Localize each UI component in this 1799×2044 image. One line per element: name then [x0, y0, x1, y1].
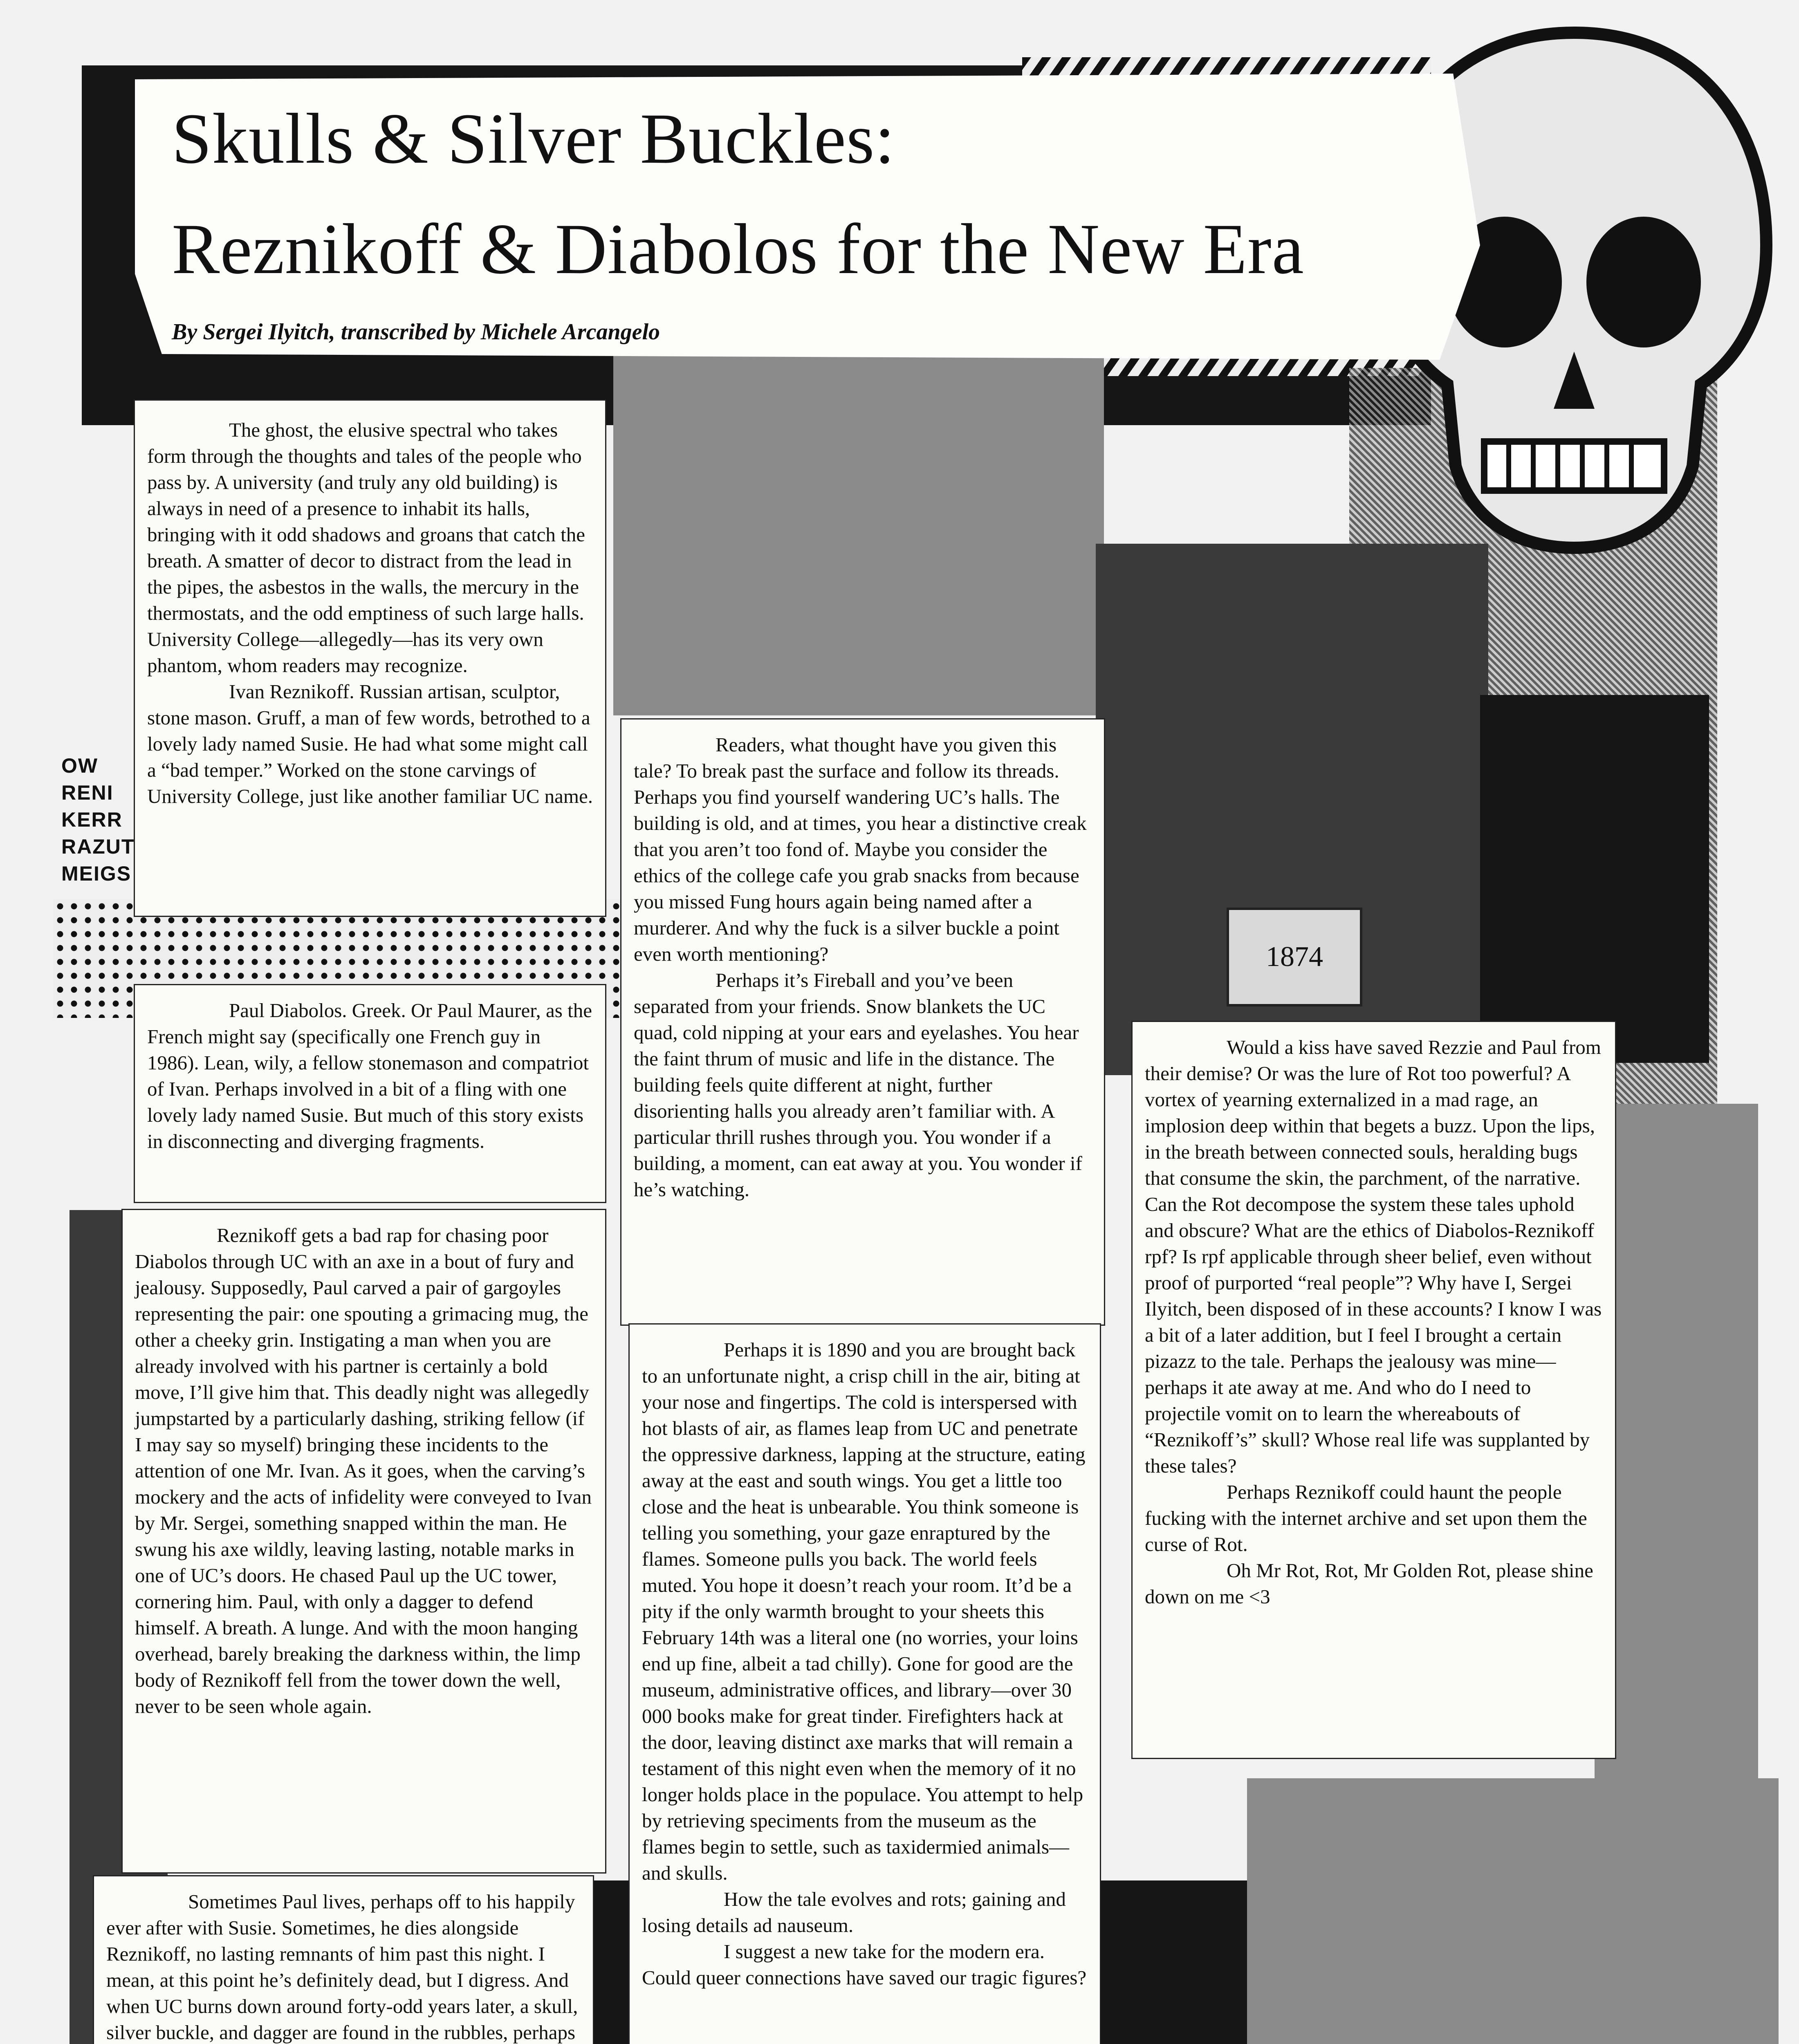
page-title-line-1: Skulls & Silver Buckles:: [172, 99, 895, 179]
paragraph: Oh Mr Rot, Rot, Mr Golden Rot, please shine down on me <3: [1145, 1559, 1593, 1608]
paragraph: Would a kiss have saved Rezzie and Paul from their demise? Or was the lure of Rot too powerful? A vortex of yearning externalized in a mad rage, an implosion deep within that begets a buzz. Upon the lips, in the breath between connected souls, heralding bugs that consume the skin, the parchment, of the narrative. Can the Rot decompose the system these tales uphold and obscure? What are the ethics of Diabolos-Reznikoff rpf? Is rpf applicable through sheer belief, even without proof of purported “real people”? Why have I, Sergei Ilyitch, been disposed of in these accounts? I know I was a bit of a later addition, but I feel I brought a certain pizazz to the tale. Perhaps the jealousy was mine—perhaps it ate away at me. And who do I need to projectile vomit on to learn the whereabouts of “Reznikoff’s” skull? Whose real life was supplanted by these tales?: [1145, 1036, 1602, 1477]
clipped-word: RENI: [61, 781, 114, 804]
text-column-2: [135, 985, 605, 1202]
clipped-word: KERR: [61, 808, 123, 831]
text-column-4: [94, 1876, 593, 2044]
paragraph: How the tale evolves and rots; gaining and losing details ad nauseum.: [642, 1888, 1066, 1936]
embracing-couple-photo: [1247, 1778, 1779, 2044]
text-column-1: [135, 401, 605, 916]
paragraph: Perhaps Reznikoff could haunt the people fucking with the internet archive and set upon them the curse of Rot.: [1145, 1481, 1587, 1555]
stone-relief-photo: [613, 327, 1104, 715]
text-column-6: [630, 1325, 1100, 2044]
paragraph: Paul Diabolos. Greek. Or Paul Maurer, as the French might say (specifically one French guy in 1986). Lean, wily, a fellow stonemason and compatriot of Ivan. Perhaps involved in a bit of a fling with one lovely lady named Susie. But much of this story exists in disconnecting and diverging fragments.: [147, 999, 592, 1152]
paragraph: The ghost, the elusive spectral who takes form through the thoughts and tales of the people who pass by. A university (and truly any old building) is always in need of a presence to inhabit its halls, bringing with it odd shadows and groans that catch the breath. A smatter of decor to distract from the lead in the pipes, the asbestos in the walls, the mercury in the thermostats, and the odd emptiness of such large halls. University College—allegedly—has its very own phantom, whom readers may recognize.: [147, 419, 585, 677]
paragraph: I suggest a new take for the modern era. Could queer connections have saved our tragic figures?: [642, 1940, 1087, 1989]
grey-texture: [1595, 1104, 1758, 1840]
text-column-5: [621, 719, 1104, 1325]
paragraph: Sometimes Paul lives, perhaps off to his happily ever after with Susie. Sometimes, he dies alongside Reznikoff, no lasting remnants of him past this night. I mean, at this point he’s definitely dead, but I digress. And when UC burns down around forty-odd years later, a skull, silver buckle, and dagger are found in the rubbles, perhaps: [106, 1890, 578, 2044]
text-column-3: [123, 1210, 605, 1872]
clipped-word: MEIGS: [61, 862, 132, 885]
clipped-word: OW: [61, 754, 99, 777]
paragraph: Ivan Reznikoff. Russian artisan, sculptor, stone mason. Gruff, a man of few words, betrothed to a lovely lady named Susie. He had what some might call a “bad temper.” Worked on the stone carvings of University College, just like another familiar UC name.: [147, 680, 593, 807]
clipped-word: RAZUT: [61, 835, 135, 858]
paragraph: Perhaps it’s Fireball and you’ve been separated from your friends. Snow blankets the UC quad, cold nipping at your ears and eyelashes. You hear the faint thrum of music and life in the distance. The building feels quite different at night, further disorienting halls you already aren’t familiar with. A particular thrill rushes through you. You wonder if a building, a moment, can eat away at you. You wonder if he’s watching.: [634, 969, 1082, 1201]
date-stone: [1227, 908, 1362, 1006]
clipped-words: [61, 752, 135, 887]
bronze-statue-photo: [1480, 695, 1709, 1063]
paragraph: Readers, what thought have you given this tale? To break past the surface and follow its threads. Perhaps you find yourself wandering UC’s halls. The building is old, and at times, you hear a distinctive creak that you aren’t too fond of. Maybe you consider the ethics of the college cafe you grab snacks from because you missed Fung hours again being named after a murderer. And why the fuck is a silver buckle a point even worth mentioning?: [634, 733, 1087, 965]
paragraph: Reznikoff gets a bad rap for chasing poor Diabolos through UC with an axe in a bout of fury and jealousy. Supposedly, Paul carved a pair of gargoyles representing the pair: one spouting a grimacing mug, the other a cheeky grin. Instigating a man when you are already involved with his partner is certainly a bold move, I’ll give him that. This deadly night was allegedly jumpstarted by a particularly dashing, striking fellow (if I may say so myself) bringing these incidents to the attention of one Mr. Ivan. As it goes, when the carving’s mockery and the acts of infidelity were conveyed to Ivan by Mr. Sergei, something snapped within the man. He swung his axe wildly, leaving lasting, notable marks in one of UC’s doors. He chased Paul up the UC tower, cornering him. Paul, with only a dagger to defend himself. A breath. A lunge. And with the moon hanging overhead, barely breaking the darkness within, the limp body of Reznikoff fell from the tower down the well, never to be seen whole again.: [135, 1224, 592, 1717]
page-title-line-2: Reznikoff & Diabolos for the New Era: [172, 209, 1304, 289]
paragraph: Perhaps it is 1890 and you are brought back to an unfortunate night, a crisp chill in the air, biting at your nose and fingertips. The cold is interspersed with hot blasts of air, as flames leap from UC and penetrate the oppressive darkness, lapping at the structure, eating away at the east and south wings. You get a little too close and the heat is unbearable. You think someone is telling you something, your gaze enraptured by the flames. Someone pulls you back. The world feels muted. You hope it doesn’t reach your room. It’d be a pity if the only warmth brought to your sheets this February 14th was a literal one (no worries, your loins end up fine, albeit a tad chilly). Gone for good are the museum, administrative offices, and library—over 30 000 books make for great tinder. Firefighters hack at the door, leaving distinct axe marks that will remain a testament of this night even when the memory of it no longer holds place in the populace. You attempt to help by retrieving speciments from the museum as the flames begin to settle, such as taxidermied animals—and skulls.: [642, 1338, 1086, 1884]
byline: By Sergei Ilyitch, transcribed by Michele Arcangelo: [172, 319, 660, 345]
stone-date-text: 1874: [1266, 941, 1323, 973]
text-column-7: [1133, 1022, 1615, 1758]
